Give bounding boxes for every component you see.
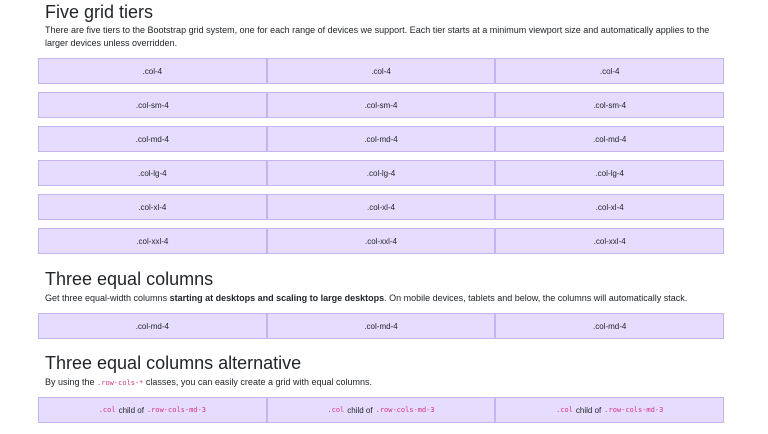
grid-cell: .col-md-4 bbox=[495, 126, 724, 152]
three-equal-description bbox=[45, 292, 725, 305]
three-equal-desc-before: Get three equal-width columns bbox=[45, 293, 170, 303]
grid-cell bbox=[38, 397, 267, 423]
grid-cell: .col-xxl-4 bbox=[38, 228, 267, 254]
five-tiers-description: There are five tiers to the Bootstrap grid system, one for each range of devices we support. Each tier starts at a minimum viewport size and automatically applies to the larger devices unless overridden. bbox=[45, 25, 710, 48]
grid-cell: .col-md-4 bbox=[267, 313, 496, 339]
three-equal-alt-description bbox=[45, 376, 725, 390]
five-tiers-grid bbox=[38, 58, 724, 254]
grid-row-col-xl bbox=[38, 194, 724, 220]
grid-row-col-xxl bbox=[38, 228, 724, 254]
grid-cell bbox=[495, 397, 724, 423]
grid-cell: .col-sm-4 bbox=[38, 92, 267, 118]
child-of-text: child of bbox=[118, 405, 144, 415]
three-equal-alt-desc-before: By using the bbox=[45, 377, 98, 387]
grid-cell: .col-4 bbox=[495, 58, 724, 84]
grid-cell: .col-md-4 bbox=[38, 313, 267, 339]
three-equal-alt-grid bbox=[38, 397, 724, 423]
grid-cell: .col-lg-4 bbox=[38, 160, 267, 186]
child-of-text: child of bbox=[347, 405, 373, 415]
grid-cell: .col-md-4 bbox=[267, 126, 496, 152]
grid-cell: .col-xxl-4 bbox=[267, 228, 496, 254]
row-cols-md-3-code: .row-cols-md-3 bbox=[604, 406, 664, 414]
col-code: .col bbox=[556, 406, 573, 414]
grid-cell: .col-4 bbox=[267, 58, 496, 84]
three-equal-desc-after: . On mobile devices, tablets and below, the columns will automatically stack. bbox=[384, 293, 688, 303]
grid-cell: .col-xl-4 bbox=[495, 194, 724, 220]
grid-cell: .col-xl-4 bbox=[38, 194, 267, 220]
grid-row-col-sm bbox=[38, 92, 724, 118]
row-cols-md-3-code: .row-cols-md-3 bbox=[375, 406, 435, 414]
grid-cell: .col-lg-4 bbox=[495, 160, 724, 186]
five-tiers-heading: Five grid tiers bbox=[45, 2, 154, 22]
three-equal-heading: Three equal columns bbox=[45, 269, 214, 289]
three-equal-desc-strong: starting at desktops and scaling to large desktops bbox=[169, 293, 385, 303]
grid-cell: .col-sm-4 bbox=[495, 92, 724, 118]
row-cols-md-3-code: .row-cols-md-3 bbox=[146, 406, 206, 414]
grid-cell: .col-xxl-4 bbox=[495, 228, 724, 254]
grid-cell: .col-md-4 bbox=[495, 313, 724, 339]
grid-cell: .col-md-4 bbox=[38, 126, 267, 152]
three-equal-alt-heading: Three equal columns alternative bbox=[45, 353, 302, 373]
grid-cell bbox=[267, 397, 496, 423]
col-code: .col bbox=[327, 406, 345, 414]
three-equal-alt-desc-after: classes, you can easily create a grid with equal columns. bbox=[143, 377, 373, 387]
col-code: .col bbox=[98, 406, 116, 414]
row-cols-code: .row-cols-* bbox=[97, 379, 144, 387]
grid-row-col-lg bbox=[38, 160, 724, 186]
grid-row-col bbox=[38, 58, 724, 84]
grid-cell: .col-xl-4 bbox=[267, 194, 496, 220]
grid-cell: .col-4 bbox=[38, 58, 267, 84]
child-of-text: child of bbox=[575, 405, 602, 415]
grid-cell: .col-sm-4 bbox=[267, 92, 496, 118]
grid-cell: .col-lg-4 bbox=[267, 160, 496, 186]
grid-row-col-md bbox=[38, 126, 724, 152]
three-equal-grid bbox=[38, 313, 724, 339]
